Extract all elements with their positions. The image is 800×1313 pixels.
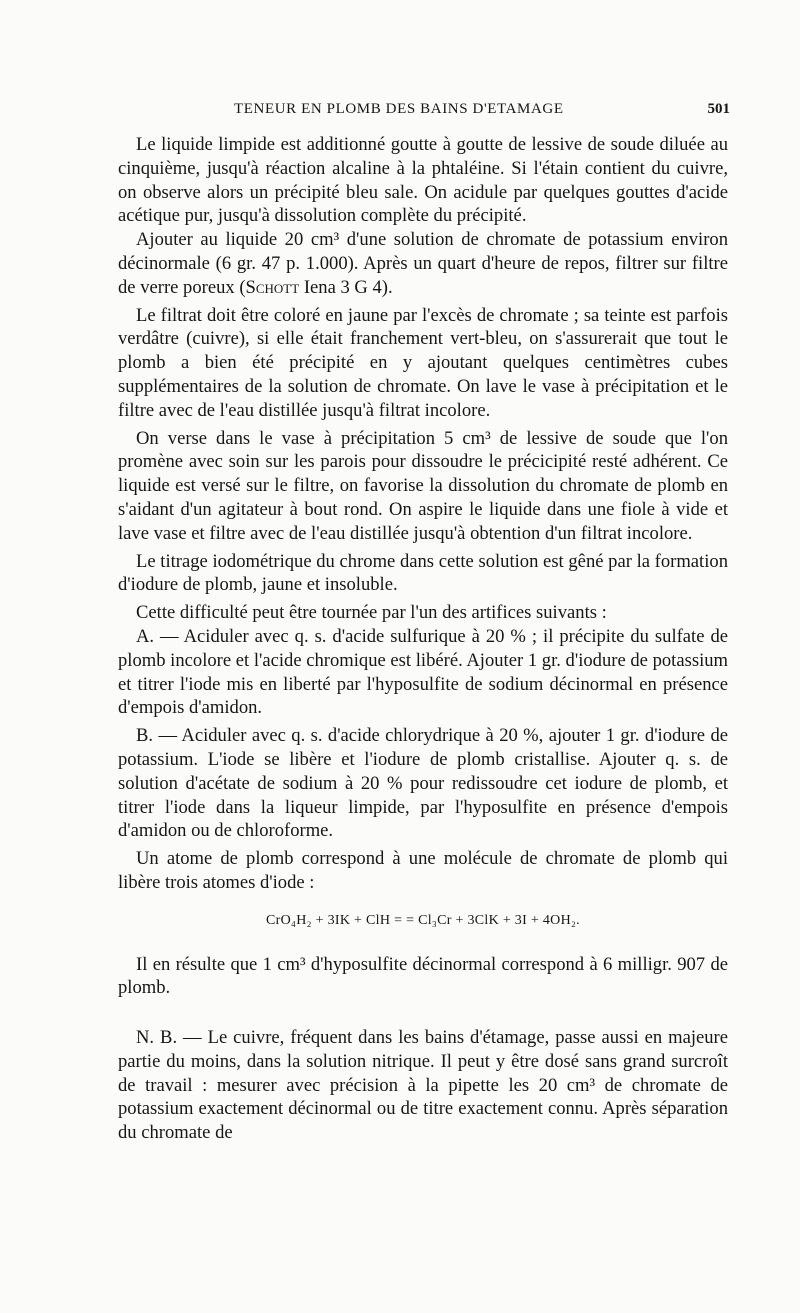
note-paragraph: N. B. — Le cuivre, fréquent dans les bains d'étamage, passe aussi en majeure partie du moins, dans la solution nitrique. Il peut y être dosé sans grand surcroît de travail : mesurer avec précision à la pipette les 20 cm³ de chromate de potassium exactement décinormal ou de titre exactement connu. Après séparation du chromate de <box>118 1027 728 1144</box>
chemical-equation: CrO₄H₂ + 3IK + ClH = = Cl₃Cr + 3ClK + 3I + 4OH₂. <box>266 912 580 928</box>
filter-spec: Iena 3 G 4). <box>299 276 393 298</box>
paragraph: A. — Aciduler avec q. s. d'acide sulfurique à 20 % ; il précipite du sulfate de plomb incolore et l'acide chromique est libéré. Ajouter 1 gr. d'iodure de potassium et titrer l'iode mis en liberté par l'hyposulfite de sodium décinormal en présence d'empois d'amidon. <box>118 625 728 719</box>
paragraph: On verse dans le vase à précipitation 5 cm³ de lessive de soude que l'on promène avec soin sur les parois pour dissoudre le précicipité resté adhérent. Ce liquide est versé sur le filtre, on favorise la dissolution du chromate de plomb en s'aidant d'un agitateur à bout rond. On aspire le liquide dans une fiole à vide et lave vase et filtre avec de l'eau distillée jusqu'à obtention d'un filtrat incolore. <box>118 427 728 544</box>
body-text <box>118 133 728 1145</box>
paragraph: B. — Aciduler avec q. s. d'acide chlorydrique à 20 %, ajouter 1 gr. d'iodure de potassium. L'iode se libère et l'iodure de plomb cristallise. Ajouter q. s. de solution d'acétate de sodium à 20 % pour redissoudre cet iodure de plomb, et titrer l'iode dans la liqueur limpide, par l'hyposulfite en présence d'empois d'amidon ou de chloroforme. <box>118 725 728 842</box>
paragraph: Cette difficulté peut être tournée par l'un des artifices suivants : <box>136 602 607 624</box>
paragraph: Un atome de plomb correspond à une molécule de chromate de plomb qui libère trois atomes d'iode : <box>118 848 728 893</box>
conclusion-paragraph: Il en résulte que 1 cm³ d'hyposulfite décinormal correspond à 6 milligr. 907 de plomb. <box>118 953 728 999</box>
page-header <box>118 101 730 125</box>
paragraph: Le liquide limpide est additionné goutte à goutte de lessive de soude diluée au cinquième, jusqu'à réaction alcaline à la phtaléine. Si l'étain contient du cuivre, on observe alors un précipité bleu sale. On acidule par quelques gouttes d'acide acétique pur, jusqu'à dissolution complète du précipité. <box>118 134 728 227</box>
running-title: TENEUR EN PLOMB DES BAINS D'ETAMAGE <box>234 101 564 117</box>
paragraph <box>118 228 728 299</box>
paragraph: Le titrage iodométrique du chrome dans cette solution est gêné par la formation d'iodure de plomb, jaune et insoluble. <box>118 550 728 596</box>
paragraph-text: Ajouter au liquide 20 cm³ d'une solution de chromate de potassium environ décinormale (6 gr. 47 p. 1.000). Après un quart d'heure de repos, filtrer sur filtre de verre poreux ( <box>118 229 728 298</box>
paragraph: Le filtrat doit être coloré en jaune par l'excès de chromate ; sa teinte est parfois verdâtre (cuivre), si elle était franchement vert-bleu, on s'assurerait que tout le plomb a bien été précipité en y ajoutant quelques centimètres cubes supplémentaires de la solution de chromate. On lave le vase à précipitation et le filtre avec de l'eau distillée jusqu'à filtrat incolore. <box>118 304 728 421</box>
filter-brand: Schott <box>245 276 300 298</box>
page-number: 501 <box>707 101 730 117</box>
